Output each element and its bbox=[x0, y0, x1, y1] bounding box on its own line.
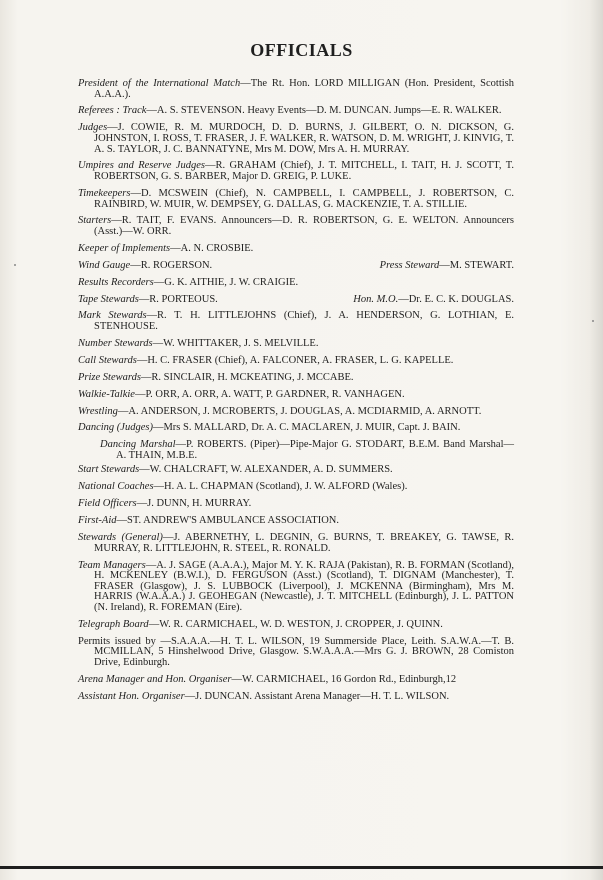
officials-entry: Results Recorders—G. K. AITHIE, J. W. CRAIGIE. bbox=[78, 276, 299, 288]
officials-entry: Tape Stewards—R. PORTEOUS. Hon. M.O.—Dr. E. C. K. DOUGLAS. bbox=[78, 293, 514, 305]
officials-entry: Timekeepers—D. MCSWEIN (Chief), N. CAMPBELL, I. CAMPBELL, J. ROBERTSON, C. RAINBIRD, W. MUIR, W. DEMPSEY, G. DALLAS, G. MACKENZIE, T. A. STILLIE. bbox=[78, 187, 514, 210]
margin-speck bbox=[14, 264, 16, 266]
officials-entry: Team Managers—A. J. SAGE (A.A.A.), Major M. Y. K. RAJA (Pakistan), R. B. FORMAN (Scotland), H. MCKENLEY (B.W.I.), D. FERGUSON (Asst.) (Scotland), T. DIGNAM (Manchester), T. FRASER (Glasgow), J. S. LUBBOCK (Liverpool), J. MCKENNA (Birmingham), Mrs M. HARRIS (W.A.A.A.) J. GEOHEGAN (Newcastle), J. T. MITCHELL (Edinburgh), J. L. PATTON (N. Ireland), R. FOREMAN (Eire). bbox=[78, 559, 515, 613]
officials-entry: Number Stewards—W. WHITTAKER, J. S. MELVILLE. bbox=[78, 337, 319, 349]
officials-entry: Keeper of Implements—A. N. CROSBIE. bbox=[78, 242, 254, 254]
officials-entry: Field Officers—J. DUNN, H. MURRAY. bbox=[78, 498, 252, 510]
officials-entry: Permits issued by —S.A.A.A.—H. T. L. WILSON, 19 Summerside Place, Leith. S.A.W.A.—T. B. MCMILLAN, 5 Hinshelwood Drive, Glasgow. S.W.A.A.A.—Mrs G. J. BROWN, 28 Comiston Drive, Edinburgh. bbox=[78, 635, 514, 668]
bottom-rule bbox=[0, 866, 603, 869]
officials-entry: Walkie-Talkie—P. ORR, A. ORR, A. WATT, P. GARDNER, R. VANHAGEN. bbox=[78, 388, 405, 400]
officials-entry: Assistant Hon. Organiser—J. DUNCAN. Assistant Arena Manager—H. T. L. WILSON. bbox=[78, 690, 450, 702]
officials-entry: Mark Stewards—R. T. H. LITTLEJOHNS (Chief), J. A. HENDERSON, G. LOTHIAN, E. STENHOUSE. bbox=[78, 310, 515, 333]
officials-entry: Stewards (General)—J. ABERNETHY, L. DEGNIN, G. BURNS, T. BREAKEY, G. TAWSE, R. MURRAY, R. LITTLEJOHN, R. STEEL, R. RONALD. bbox=[78, 532, 514, 554]
officials-entry: Start Stewards—W. CHALCRAFT, W. ALEXANDER, A. D. SUMMERS. bbox=[78, 464, 393, 476]
officials-entry: Starters—R. TAIT, F. EVANS. Announcers—D. R. ROBERTSON, G. E. WELTON. Announcers (Asst.)—W. ORR. bbox=[78, 215, 514, 238]
officials-entry: Dancing Marshal—P. ROBERTS. (Piper)—Pipe-Major G. STODART, B.E.M. Band Marshal—A. THAIN, M.B.E. bbox=[100, 439, 514, 461]
officials-entry: Telegraph Board—W. R. CARMICHAEL, W. D. WESTON, J. CROPPER, J. QUINN. bbox=[78, 618, 443, 630]
officials-entry: First-Aid—ST. ANDREW'S AMBULANCE ASSOCIATION. bbox=[78, 515, 340, 527]
officials-entry: Dancing (Judges)—Mrs S. MALLARD, Dr. A. C. MACLAREN, J. MUIR, Capt. J. BAIN. bbox=[78, 422, 461, 434]
page-edge-shadow bbox=[589, 0, 603, 880]
officials-entry: Call Stewards—H. C. FRASER (Chief), A. FALCONER, A. FRASER, L. G. KAPELLE. bbox=[78, 354, 454, 366]
officials-entry: Judges—J. COWIE, R. M. MURDOCH, D. D. BURNS, J. GILBERT, O. N. DICKSON, G. JOHNSTON, I. ROSS, T. FRASER, J. F. WALKER, R. WATSON, D. M. WRIGHT, J. KINVIG, T. A. S. TAYLOR, J. C. BANNATYNE, Mrs M. DOW, Mrs A. H. MURRAY. bbox=[78, 122, 514, 155]
officials-entry: Umpires and Reserve Judges—R. GRAHAM (Chief), J. T. MITCHELL, I. TAIT, H. J. SCOTT, T. ROBERTSON, G. S. BARBER, Major D. GREIG, P. LUKE. bbox=[78, 160, 514, 183]
officials-entry: Wind Gauge—R. ROGERSON. Press Steward—M. STEWART. bbox=[78, 259, 514, 271]
officials-entry: Referees : Track—A. S. STEVENSON. Heavy Events—D. M. DUNCAN. Jumps—E. R. WALKER. bbox=[78, 105, 502, 117]
officials-entry: Wrestling—A. ANDERSON, J. MCROBERTS, J. DOUGLAS, A. MCDIARMID, A. ARNOTT. bbox=[78, 405, 482, 417]
officials-entry: President of the International Match—The Rt. Hon. LORD MILLIGAN (Hon. President, Scottish A.A.A.). bbox=[78, 78, 514, 100]
officials-entry: National Coaches—H. A. L. CHAPMAN (Scotland), J. W. ALFORD (Wales). bbox=[78, 481, 408, 493]
officials-list bbox=[78, 79, 514, 709]
margin-speck bbox=[592, 320, 594, 322]
page-title: OFFICIALS bbox=[250, 40, 353, 60]
officials-entry: Prize Stewards—R. SINCLAIR, H. MCKEATING, J. MCCABE. bbox=[78, 371, 354, 383]
officials-entry: Arena Manager and Hon. Organiser—W. CARMICHAEL, 16 Gordon Rd., Edinburgh,12 bbox=[78, 673, 457, 685]
